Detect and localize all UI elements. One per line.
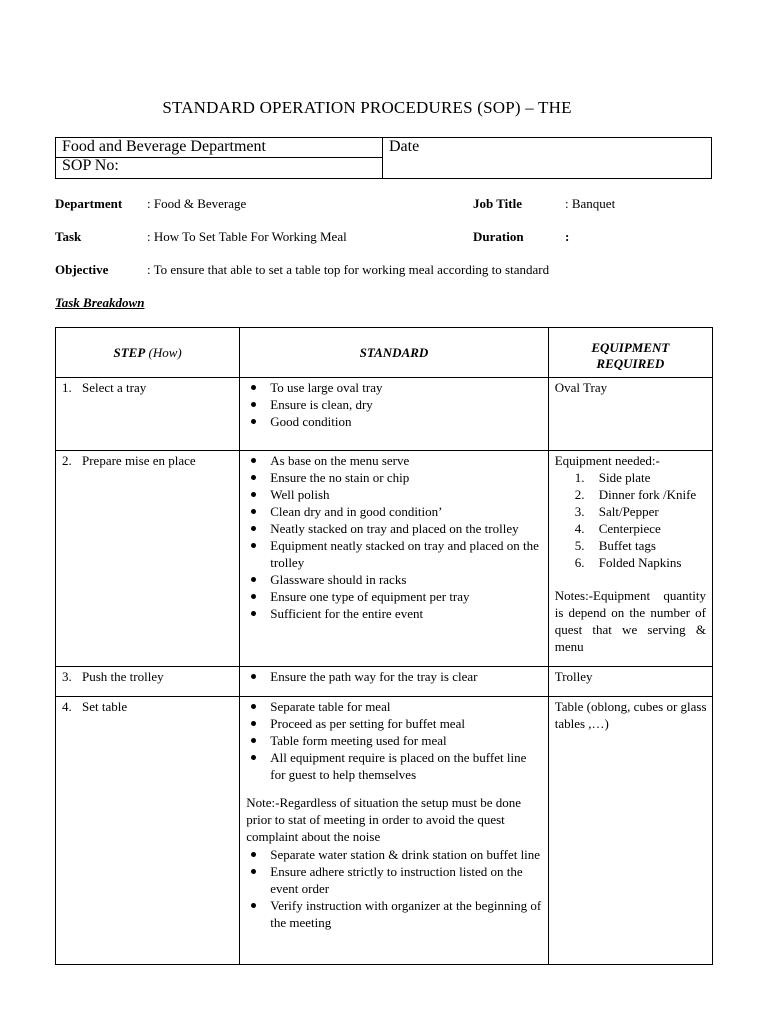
standard-item: Ensure is clean, dry [240,396,547,413]
standard-item: Ensure adhere strictly to instruction listed on the event order [240,863,547,897]
table-row [56,378,713,451]
job-title-value: : Banquet [565,196,616,211]
step-number: 3. [62,669,72,684]
standards-list [240,378,547,432]
equipment-item [555,554,708,571]
standard-item: Equipment neatly stacked on tray and placed on the trolley [240,537,547,571]
equipment-item [555,486,708,503]
standard-item: Sufficient for the entire event [240,605,547,622]
column-header-step [56,328,240,378]
equipment-item [555,537,708,554]
equipment-item-number: 4. [574,521,585,536]
step-text: Prepare mise en place [82,453,196,468]
standards-list [240,451,547,624]
standard-item: Ensure the no stain or chip [240,469,547,486]
table-row [56,667,713,697]
standard-item: Separate water station & drink station on buffet line [240,846,547,863]
equipment-list [555,469,708,571]
equipment-item-number: 5. [574,538,585,553]
column-header-standard [240,328,548,378]
standards-list [240,845,547,933]
equipment-item-text: Side plate [598,470,651,485]
standards-list [240,667,547,687]
step-text: Set table [82,699,128,714]
equipment-cell [549,451,712,655]
equipment-item-text: Salt/Pepper [598,504,659,519]
task-value: : How To Set Table For Working Meal [147,229,347,244]
standard-item: Good condition [240,413,547,430]
step-header-text: STEP [113,345,146,360]
equipment-item-number: 6. [574,555,585,570]
equipment-text: Trolley [554,669,593,684]
department-heading: Food and Beverage Department [62,138,266,155]
equipment-item-number: 1. [574,470,585,485]
standard-item: Glassware should in racks [240,571,547,588]
duration-value: : [565,229,570,244]
department-label: Department [55,196,123,211]
equipment-item-text: Buffet tags [598,538,656,553]
standard-item: Ensure one type of equipment per tray [240,588,547,605]
equipment-item-number: 2. [574,487,585,502]
equipment-text: Table (oblong, cubes or glass tables ,…) [554,699,707,731]
equipment-item-text: Folded Napkins [598,555,682,570]
standard-item: Verify instruction with organizer at the beginning of the meeting [240,897,547,931]
standard-item: Separate table for meal [240,698,547,715]
table-row [56,451,713,667]
standard-item: Proceed as per setting for buffet meal [240,715,547,732]
standard-item: Neatly stacked on tray and placed on the trolley [240,520,547,537]
header-table [55,137,712,179]
objective-label: Objective [55,262,109,277]
equipment-item-number: 3. [574,504,585,519]
document-title: STANDARD OPERATION PROCEDURES (SOP) – THE [162,98,572,117]
equipment-header-text: EQUIPMENT REQUIRED [591,339,670,371]
standard-item: All equipment require is placed on the buffet line for guest to help themselves [240,749,547,783]
standard-item: Clean dry and in good condition’ [240,503,547,520]
equipment-item-text: Centerpiece [598,521,661,536]
standard-item: Table form meeting used for meal [240,732,547,749]
column-header-equipment [548,328,712,378]
sop-number: SOP No: [62,157,119,174]
duration-label: Duration [473,229,524,244]
standards-list [240,697,547,785]
standard-item: As base on the menu serve [240,452,547,469]
standard-item: To use large oval tray [240,379,547,396]
step-header-how: (How) [148,345,182,360]
task-breakdown-heading: Task Breakdown [55,295,145,310]
job-title-label: Job Title [473,196,523,211]
standard-item: Ensure the path way for the tray is clear [240,668,547,685]
step-text: Push the trolley [82,669,164,684]
table-header-row [56,328,713,378]
standard-item: Well polish [240,486,547,503]
date-field: Date [389,138,420,155]
step-number: 4. [62,699,72,714]
equipment-item [555,503,708,520]
equipment-item [555,469,708,486]
task-label: Task [55,229,82,244]
step-number: 1. [62,380,72,395]
standard-header-text: STANDARD [359,345,429,360]
objective-value: : To ensure that able to set a table top for working meal according to standard [147,262,550,277]
table-row [56,697,713,965]
step-number: 2. [62,453,72,468]
equipment-heading: Equipment needed:- [554,453,660,468]
department-value: : Food & Beverage [147,196,247,211]
task-breakdown-table [55,327,713,965]
equipment-item-text: Dinner fork /Knife [598,487,697,502]
equipment-text: Oval Tray [554,380,608,395]
step-text: Select a tray [82,380,147,395]
header-divider-vertical [382,138,383,178]
equipment-item [555,520,708,537]
equipment-notes: Notes:-Equipment quantity is depend on the number of quest that we serving & menu [554,588,706,654]
setup-note: Note:-Regardless of situation the setup must be done prior to stat of meeting in order to avoid the quest complaint about the noise [246,795,522,844]
